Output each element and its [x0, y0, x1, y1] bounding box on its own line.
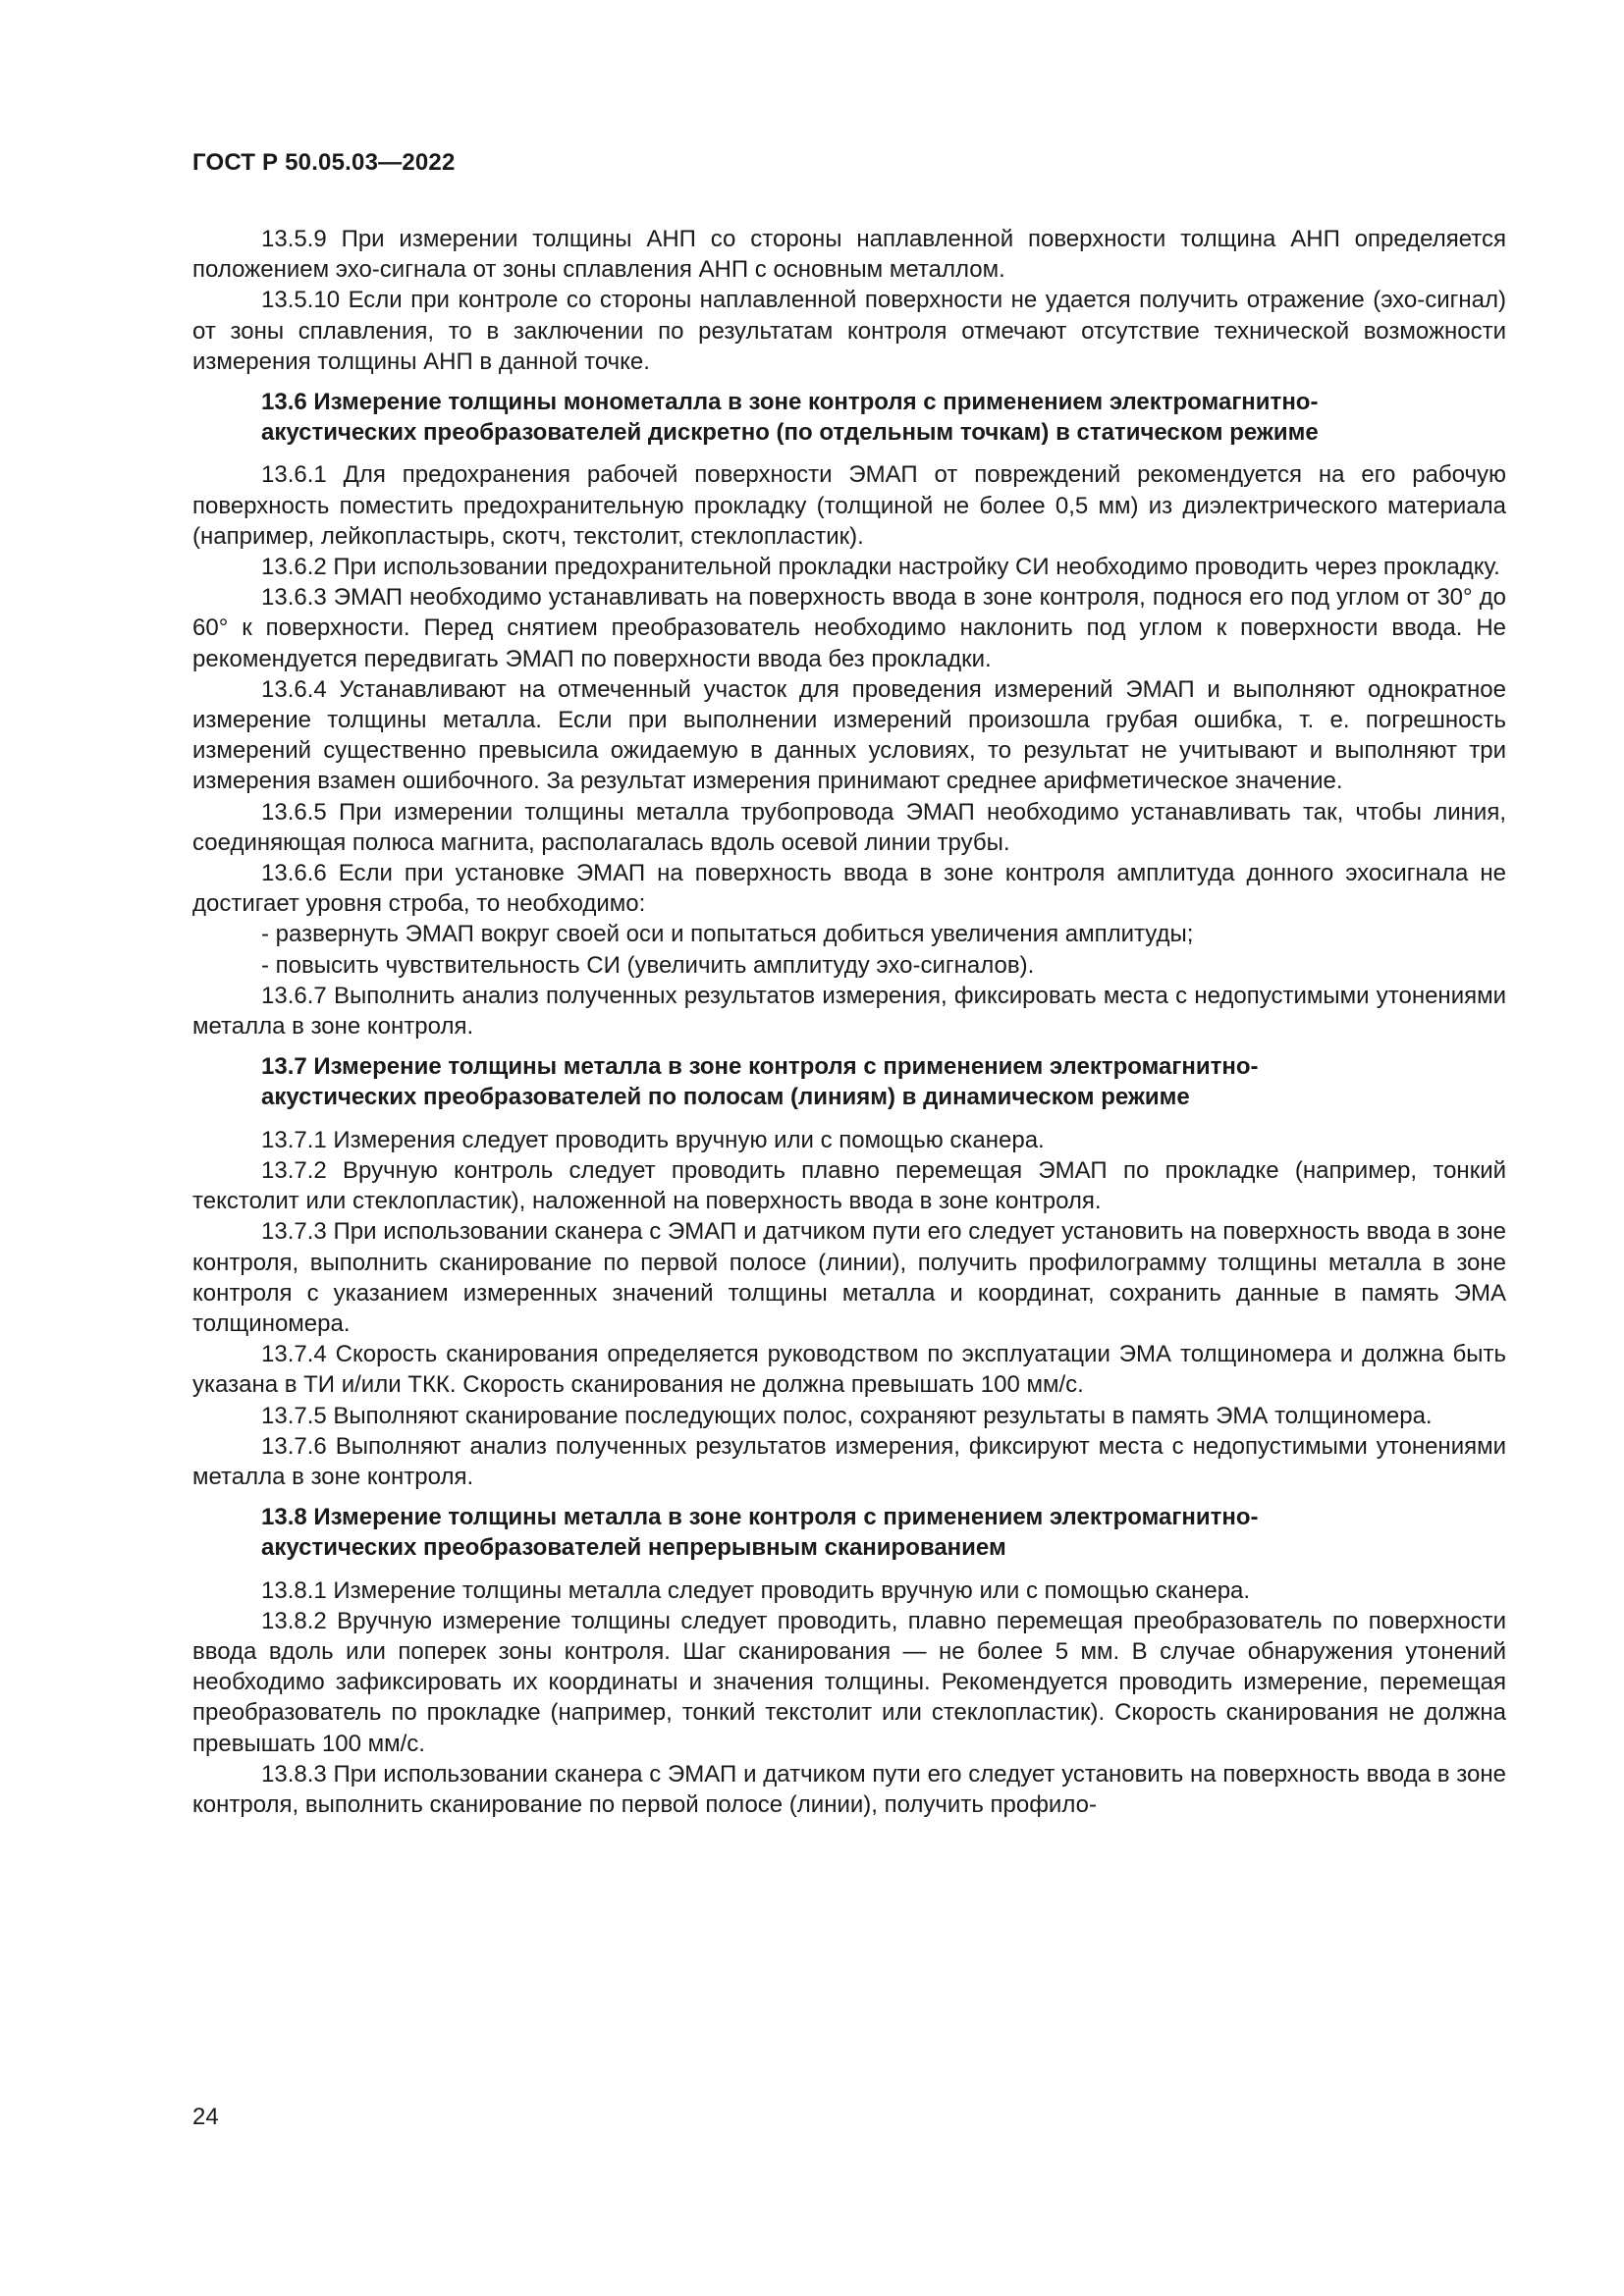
paragraph-13-5-10: 13.5.10 Если при контроле со стороны наплавленной поверхности не удается получить отражение (эхо-сигнал) от зоны сплавления, то в заключении по результатам контроля отмечают отсутствие технической возможности измерения толщины АНП в данной точке. — [192, 287, 1506, 375]
section-heading-13-8-line2: акустических преобразователей непрерывным сканированием — [261, 1534, 1006, 1562]
paragraph-13-7-1: 13.7.1 Измерения следует проводить вручную или с помощью сканера. — [261, 1126, 1045, 1153]
paragraph-13-6-4: 13.6.4 Устанавливают на отмеченный участок для проведения измерений ЭМАП и выполняют однократное измерение толщины металла. Если при выполнении измерений произошла грубая ошибка, т. е. погрешность измерений существенно превысила ожидаемую в данных условиях, то результат не учитывают и выполняют три измерения взамен ошибочного. За результат измерения принимают среднее арифметическое значение. — [192, 675, 1506, 795]
paragraph-13-6-3: 13.6.3 ЭМАП необходимо устанавливать на поверхность ввода в зоне контроля, поднося его под углом от 30° до 60° к поверхности. Перед снятием преобразователь необходимо наклонить под углом к поверхности ввода. Не рекомендуется передвигать ЭМАП по поверхности ввода без прокладки. — [192, 584, 1506, 672]
section-heading-13-7-line2: акустических преобразователей по полосам (линиям) в динамическом режиме — [261, 1084, 1190, 1111]
paragraph-13-8-2: 13.8.2 Вручную измерение толщины следует проводить, плавно перемещая преобразователь по поверхности ввода вдоль или поперек зоны контроля. Шаг сканирования — не более 5 мм. В случае обнаружения утонений необходимо зафиксировать их координаты и значения толщины. Рекомендуется проводить измерение, перемещая преобразователь по прокладке (например, тонкий текстолит или стеклопластик). Скорость сканирования не должна превышать 100 мм/с. — [192, 1607, 1506, 1757]
section-heading-13-6 — [192, 387, 1506, 448]
list-item: - повысить чувствительность СИ (увеличить амплитуду эхо-сигналов). — [261, 951, 1035, 979]
section-heading-13-7-line1: 13.7 Измерение толщины металла в зоне контроля с применением электромагнитно- — [261, 1053, 1259, 1081]
paragraph-13-7-3: 13.7.3 При использовании сканера с ЭМАП и датчиком пути его следует установить на поверхность ввода в зоне контроля, выполнить сканирование по первой полосе (линии), получить профилограмму толщины металла в зоне контроля с указанием измеренных значений толщины металла и координат, сохранить данные в память ЭМА толщиномера. — [192, 1218, 1506, 1337]
paragraph-13-8-1: 13.8.1 Измерение толщины металла следует проводить вручную или с помощью сканера. — [261, 1576, 1251, 1604]
paragraph-13-6-5: 13.6.5 При измерении толщины металла трубопровода ЭМАП необходимо устанавливать так, чтобы линия, соединяющая полюса магнита, располагалась вдоль осевой линии трубы. — [192, 798, 1506, 856]
paragraph-13-7-4: 13.7.4 Скорость сканирования определяется руководством по эксплуатации ЭМА толщиномера и должна быть указана в ТИ и/или ТКК. Скорость сканирования не должна превышать 100 мм/с. — [192, 1341, 1506, 1399]
paragraph-13-7-6: 13.7.6 Выполняют анализ полученных результатов измерения, фиксируют места с недопустимыми утонениями металла в зоне контроля. — [192, 1432, 1506, 1490]
paragraph-13-6-7: 13.6.7 Выполнить анализ полученных результатов измерения, фиксировать места с недопустимыми утонениями металла в зоне контроля. — [192, 982, 1506, 1041]
document-body — [192, 224, 1506, 1820]
section-heading-13-8-line1: 13.8 Измерение толщины металла в зоне контроля с применением электромагнитно- — [261, 1504, 1259, 1531]
section-heading-13-6-line2: акустических преобразователей дискретно (по отдельным точкам) в статическом режиме — [261, 419, 1319, 447]
paragraph-13-8-3: 13.8.3 При использовании сканера с ЭМАП и датчиком пути его следует установить на поверхность ввода в зоне контроля, выполнить сканирование по первой полосе (линии), получить профило- — [192, 1760, 1506, 1818]
page-number: 24 — [192, 2104, 219, 2130]
paragraph-13-6-1: 13.6.1 Для предохранения рабочей поверхности ЭМАП от повреждений рекомендуется на его рабочую поверхность поместить предохранительную прокладку (толщиной не более 0,5 мм) из диэлектрического материала (например, лейкопластырь, скотч, текстолит, стеклопластик). — [192, 461, 1506, 550]
paragraph-13-5-9: 13.5.9 При измерении толщины АНП со стороны наплавленной поверхности толщина АНП определяется положением эхо-сигнала от зоны сплавления АНП с основным металлом. — [192, 226, 1506, 284]
paragraph-13-7-2: 13.7.2 Вручную контроль следует проводить плавно перемещая ЭМАП по прокладке (например, тонкий текстолит или стеклопластик), наложенной на поверхность ввода в зоне контроля. — [192, 1156, 1506, 1215]
document-code-header: ГОСТ Р 50.05.03—2022 — [192, 149, 456, 176]
paragraph-13-6-2: 13.6.2 При использовании предохранительной прокладки настройку СИ необходимо проводить через прокладку. — [261, 554, 1500, 581]
list-item: - развернуть ЭМАП вокруг своей оси и попытаться добиться увеличения амплитуды; — [261, 921, 1194, 948]
section-heading-13-8 — [192, 1502, 1506, 1563]
paragraph-13-7-5: 13.7.5 Выполняют сканирование последующих полос, сохраняют результаты в память ЭМА толщиномера. — [261, 1402, 1433, 1429]
section-heading-13-6-line1: 13.6 Измерение толщины монометалла в зоне контроля с применением электромагнитно- — [261, 389, 1319, 416]
paragraph-13-6-6: 13.6.6 Если при установке ЭМАП на поверхность ввода в зоне контроля амплитуда донного эхосигнала не достигает уровня строба, то необходимо: — [192, 860, 1506, 918]
section-heading-13-7 — [192, 1051, 1506, 1112]
